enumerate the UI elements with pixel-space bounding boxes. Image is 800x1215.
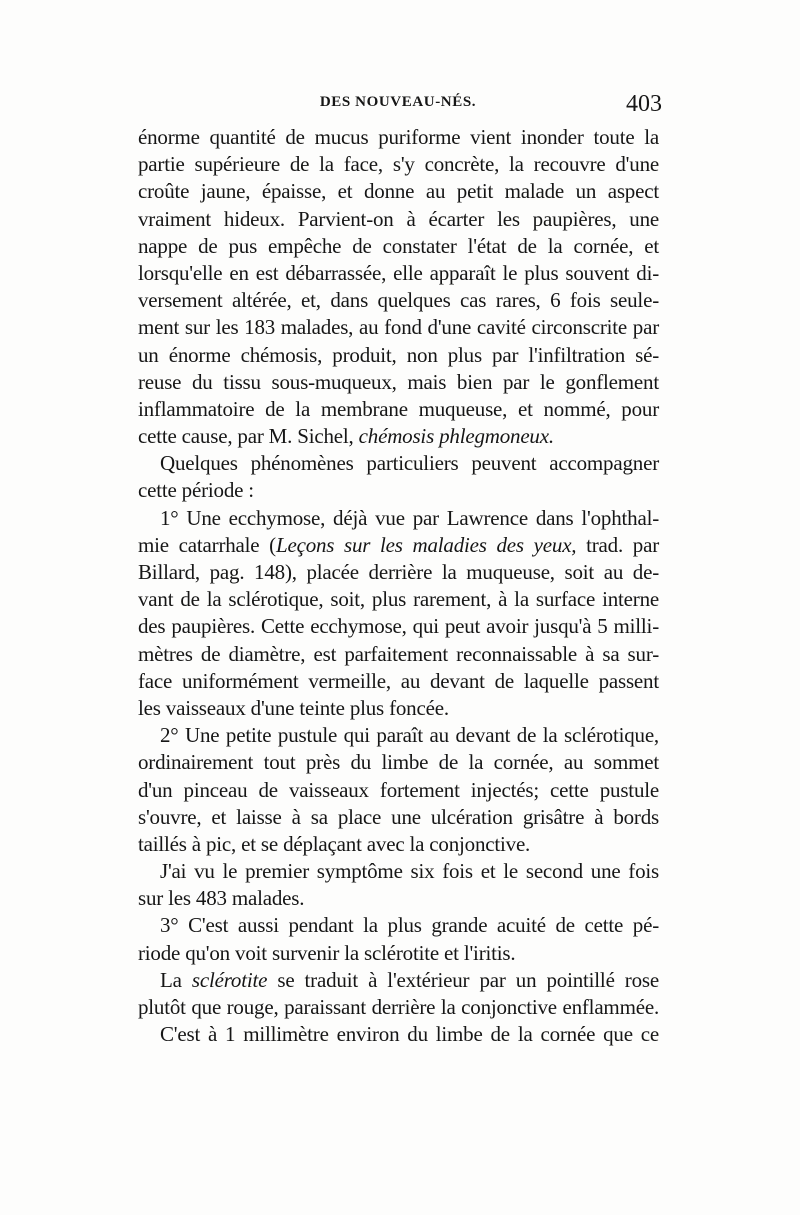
text-line [138, 342, 659, 369]
text-line [138, 396, 659, 423]
text-line [138, 423, 659, 450]
text-segment: inflammatoire de la membrane muqueuse, et nommé, pour [138, 396, 659, 421]
text-segment: cette cause, par M. Sichel, [138, 424, 359, 449]
text-segment: reuse du tissu sous-muqueux, mais bien par le gonflement [138, 369, 659, 394]
text-segment: plutôt que rouge, paraissant derrière la conjonctive enflammée. [138, 995, 659, 1019]
text-line [138, 477, 659, 504]
text-line [138, 749, 659, 776]
body-text [138, 124, 659, 1048]
text-line [138, 994, 659, 1021]
text-segment: énorme quantité de mucus puriforme vient inonder toute la [138, 125, 659, 149]
text-segment: partie supérieure de la face, s'y concrète, la recouvre d'une [138, 152, 659, 177]
text-segment: Quelques phénomènes particuliers peuvent accompagner [160, 451, 659, 476]
text-segment: ordinairement tout près du limbe de la cornée, au sommet [138, 750, 659, 775]
text-line [138, 777, 659, 804]
text-segment: un énorme chémosis, produit, non plus par l'infiltration sé- [138, 342, 659, 367]
text-line [138, 1021, 659, 1048]
text-segment: nappe de pus empêche de constater l'état de la cornée, et [138, 233, 659, 258]
page-number: 403 [626, 91, 662, 117]
text-line [138, 260, 659, 287]
text-segment: mètres de diamètre, est parfaitement reconnaissable à sa sur- [138, 641, 659, 666]
text-line [138, 287, 659, 314]
text-segment: versement altérée, et, dans quelques cas rares, 6 fois seule- [138, 288, 659, 313]
italic-text-segment: sclérotite [191, 967, 268, 992]
text-line [138, 940, 659, 967]
text-segment: trad. par [576, 532, 659, 557]
text-segment: face uniformément vermeille, au devant de laquelle passent [138, 668, 659, 693]
running-head [138, 91, 662, 120]
text-segment: les vaisseaux d'une teinte plus foncée. [138, 695, 449, 720]
text-line [138, 233, 659, 260]
text-segment: 2° Une petite pustule qui paraît au devant de la sclérotique, [160, 723, 659, 748]
text-segment: des paupières. Cette ecchymose, qui peut avoir jusqu'à 5 milli- [138, 614, 659, 639]
text-line [138, 858, 659, 885]
text-line [138, 831, 659, 858]
text-line [138, 532, 659, 559]
text-line [138, 967, 659, 994]
text-segment: vant de la sclérotique, soit, plus rarement, à la surface interne [138, 587, 659, 612]
text-segment: C'est à 1 millimètre environ du limbe de la cornée que ce [160, 1022, 659, 1047]
text-segment: d'un pinceau de vaisseaux fortement injectés; cette pustule [138, 777, 659, 802]
text-line [138, 369, 659, 396]
text-segment: cette période : [138, 478, 254, 503]
running-title: DES NOUVEAU-NÉS. [319, 94, 477, 110]
text-line [138, 586, 659, 613]
text-segment: 1° Une ecchymose, déjà vue par Lawrence dans l'ophthal- [160, 505, 659, 530]
text-segment: lorsqu'elle en est débarrassée, elle apparaît le plus souvent di- [138, 260, 659, 285]
text-segment: mie catarrhale ( [138, 532, 276, 557]
text-line [138, 722, 659, 749]
text-line [138, 505, 659, 532]
text-line [138, 912, 659, 939]
text-segment: riode qu'on voit survenir la sclérotite et l'iritis. [138, 940, 516, 965]
text-line [138, 641, 659, 668]
text-line [138, 124, 659, 151]
italic-text-segment: chémosis phlegmoneux. [358, 424, 554, 449]
text-line [138, 450, 659, 477]
text-line [138, 151, 659, 178]
text-line [138, 314, 659, 341]
text-segment: ment sur les 183 malades, au fond d'une cavité circonscrite par [138, 315, 659, 340]
text-line [138, 559, 659, 586]
text-segment: 3° C'est aussi pendant la plus grande acuité de cette pé- [160, 913, 659, 938]
text-segment: taillés à pic, et se déplaçant avec la conjonctive. [138, 831, 531, 856]
text-line [138, 695, 659, 722]
text-line [138, 613, 659, 640]
text-line [138, 885, 659, 912]
text-segment: sur les 483 malades. [138, 886, 305, 911]
text-segment: Billard, pag. 148), placée derrière la muqueuse, soit au de- [138, 560, 659, 584]
text-segment: se traduit à l'extérieur par un pointillé rose [267, 967, 659, 992]
text-line [138, 668, 659, 695]
text-line [138, 206, 659, 233]
text-segment: vraiment hideux. Parvient-on à écarter les paupières, une [138, 206, 659, 231]
italic-text-segment: Leçons sur les maladies des yeux, [275, 532, 577, 557]
text-segment: s'ouvre, et laisse à sa place une ulcération grisâtre à bords [138, 804, 659, 829]
text-segment: La [160, 967, 192, 992]
text-segment: croûte jaune, épaisse, et donne au petit malade un aspect [138, 179, 659, 204]
text-line [138, 178, 659, 205]
text-segment: J'ai vu le premier symptôme six fois et le second une fois [160, 859, 659, 884]
text-line [138, 804, 659, 831]
